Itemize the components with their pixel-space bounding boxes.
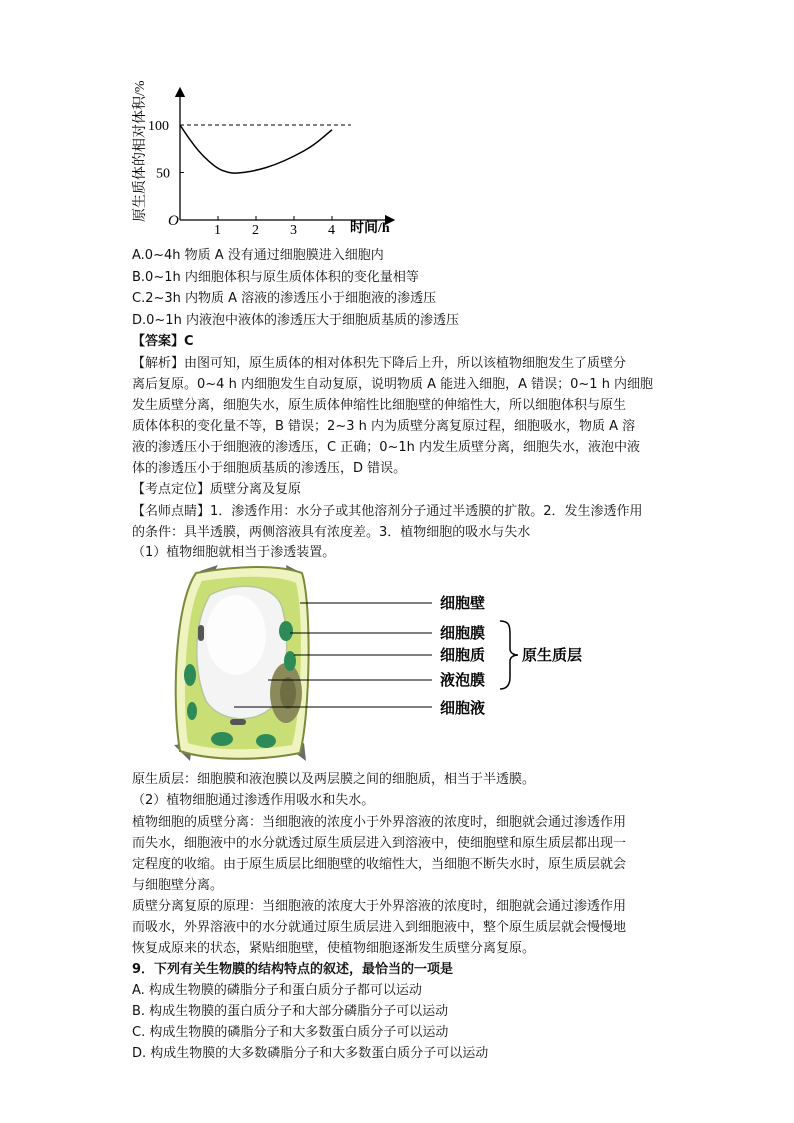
question-9-option-c: C. 构成生物膜的磷脂分子和大多数蛋白质分子可以运动	[132, 1025, 449, 1040]
recovery-line: 恢复成原来的状态，紧贴细胞壁，使植物细胞逐渐发生质壁分离复原。	[132, 941, 536, 956]
answer: 【答案】C	[132, 334, 194, 349]
label-protoplast-layer: 原生质层	[522, 646, 583, 664]
analysis-line: 离后复原。0~4 h 内细胞发生自动复原，说明物质 A 能进入细胞，A 错误；0~1 h 内细胞	[132, 377, 654, 392]
analysis-paragraph	[132, 353, 662, 479]
label-cell-membrane: 细胞膜	[440, 624, 486, 642]
cell-svg	[170, 565, 610, 765]
x-tick-label: 2	[252, 223, 259, 238]
y-tick-label: 50	[156, 166, 170, 182]
plasmolysis-line: 定程度的收缩。由于原生质层比细胞壁的收缩性大，当细胞不断失水时，原生质层就会	[132, 857, 627, 872]
option-a: A.0~4h 物质 A 没有通过细胞膜进入细胞内	[132, 248, 384, 263]
y-tick-label: 100	[148, 119, 169, 134]
label-cell-wall: 细胞壁	[440, 594, 486, 612]
analysis-line: 【解析】由图可知，原生质体的相对体积先下降后上升，所以该植物细胞发生了质壁分	[132, 356, 627, 371]
analysis-line: 液的渗透压小于细胞液的渗透压，C 正确；0~1h 内发生质壁分离，细胞失水，液泡中液	[132, 440, 641, 455]
option-c: C.2~3h 内物质 A 溶液的渗透压小于细胞液的渗透压	[132, 291, 437, 306]
analysis-line: 质体体积的变化量不等，B 错误；2~3 h 内为质壁分离复原过程，细胞吸水，物质 A 溶	[132, 419, 636, 434]
plasmolysis-line: 与细胞壁分离。	[132, 878, 224, 893]
plasmolysis-line: 而失水，细胞液中的水分就透过原生质层进入到溶液中，使细胞壁和原生质层都出现一	[132, 836, 627, 851]
plasmolysis-paragraph	[132, 812, 662, 896]
x-axis-label: 时间/h	[350, 221, 390, 236]
question-9-option-d: D. 构成生物膜的大多数磷脂分子和大多数蛋白质分子可以运动	[132, 1046, 489, 1061]
recovery-line: 质壁分离复原的原理：当细胞液的浓度大于外界溶液的浓度时，细胞就会通过渗透作用	[132, 899, 627, 914]
mingshi-paragraph	[132, 501, 662, 543]
x-tick-label: 4	[328, 223, 335, 238]
x-tick-label: 3	[290, 223, 297, 238]
kaodian: 【考点定位】质壁分离及复原	[132, 482, 302, 497]
label-tonoplast: 液泡膜	[440, 671, 486, 689]
mingshi-line: 【名师点睛】1．渗透作用：水分子或其他溶剂分子通过半透膜的扩散。2．发生渗透作用	[132, 504, 643, 519]
origin-label: O	[168, 213, 179, 229]
recovery-paragraph	[132, 896, 662, 959]
relative-volume-curve	[180, 125, 332, 173]
option-d: D.0~1h 内液泡中液体的渗透压大于细胞质基质的渗透压	[132, 313, 459, 328]
point-1: （1）植物细胞就相当于渗透装置。	[132, 545, 336, 560]
chart-svg	[128, 62, 408, 244]
plant-cell-diagram	[170, 565, 610, 765]
analysis-line: 体的渗透压小于细胞质基质的渗透压，D 错误。	[132, 461, 407, 476]
protoplast-definition: 原生质层：细胞膜和液泡膜以及两层膜之间的细胞质，相当于半透膜。	[132, 772, 536, 787]
label-cell-sap: 细胞液	[440, 699, 486, 717]
y-axis-label: 原生质体的相对体积/%	[133, 80, 148, 222]
label-cytoplasm: 细胞质	[440, 646, 486, 664]
question-9-option-a: A. 构成生物膜的磷脂分子和蛋白质分子都可以运动	[132, 983, 422, 998]
mingshi-line: 的条件：具半透膜，两侧溶液具有浓度差。3．植物细胞的吸水与失水	[132, 525, 531, 540]
x-tick-label: 1	[214, 223, 221, 238]
relative-volume-chart	[128, 62, 408, 244]
question-9-option-b: B. 构成生物膜的蛋白质分子和大部分磷脂分子可以运动	[132, 1004, 449, 1019]
question-9-stem: 9．下列有关生物膜的结构特点的叙述，最恰当的一项是	[132, 962, 454, 977]
plasmolysis-line: 植物细胞的质壁分离：当细胞液的浓度小于外界溶液的浓度时，细胞就会通过渗透作用	[132, 815, 627, 830]
option-b: B.0~1h 内细胞体积与原生质体体积的变化量相等	[132, 270, 419, 285]
analysis-line: 发生质壁分离，细胞失水，原生质体伸缩性比细胞壁的伸缩性大，所以细胞体积与原生	[132, 398, 627, 413]
recovery-line: 而吸水，外界溶液中的水分就通过原生质层进入到细胞液中，整个原生质层就会慢慢地	[132, 920, 627, 935]
point-2: （2）植物细胞通过渗透作用吸水和失水。	[132, 793, 375, 808]
